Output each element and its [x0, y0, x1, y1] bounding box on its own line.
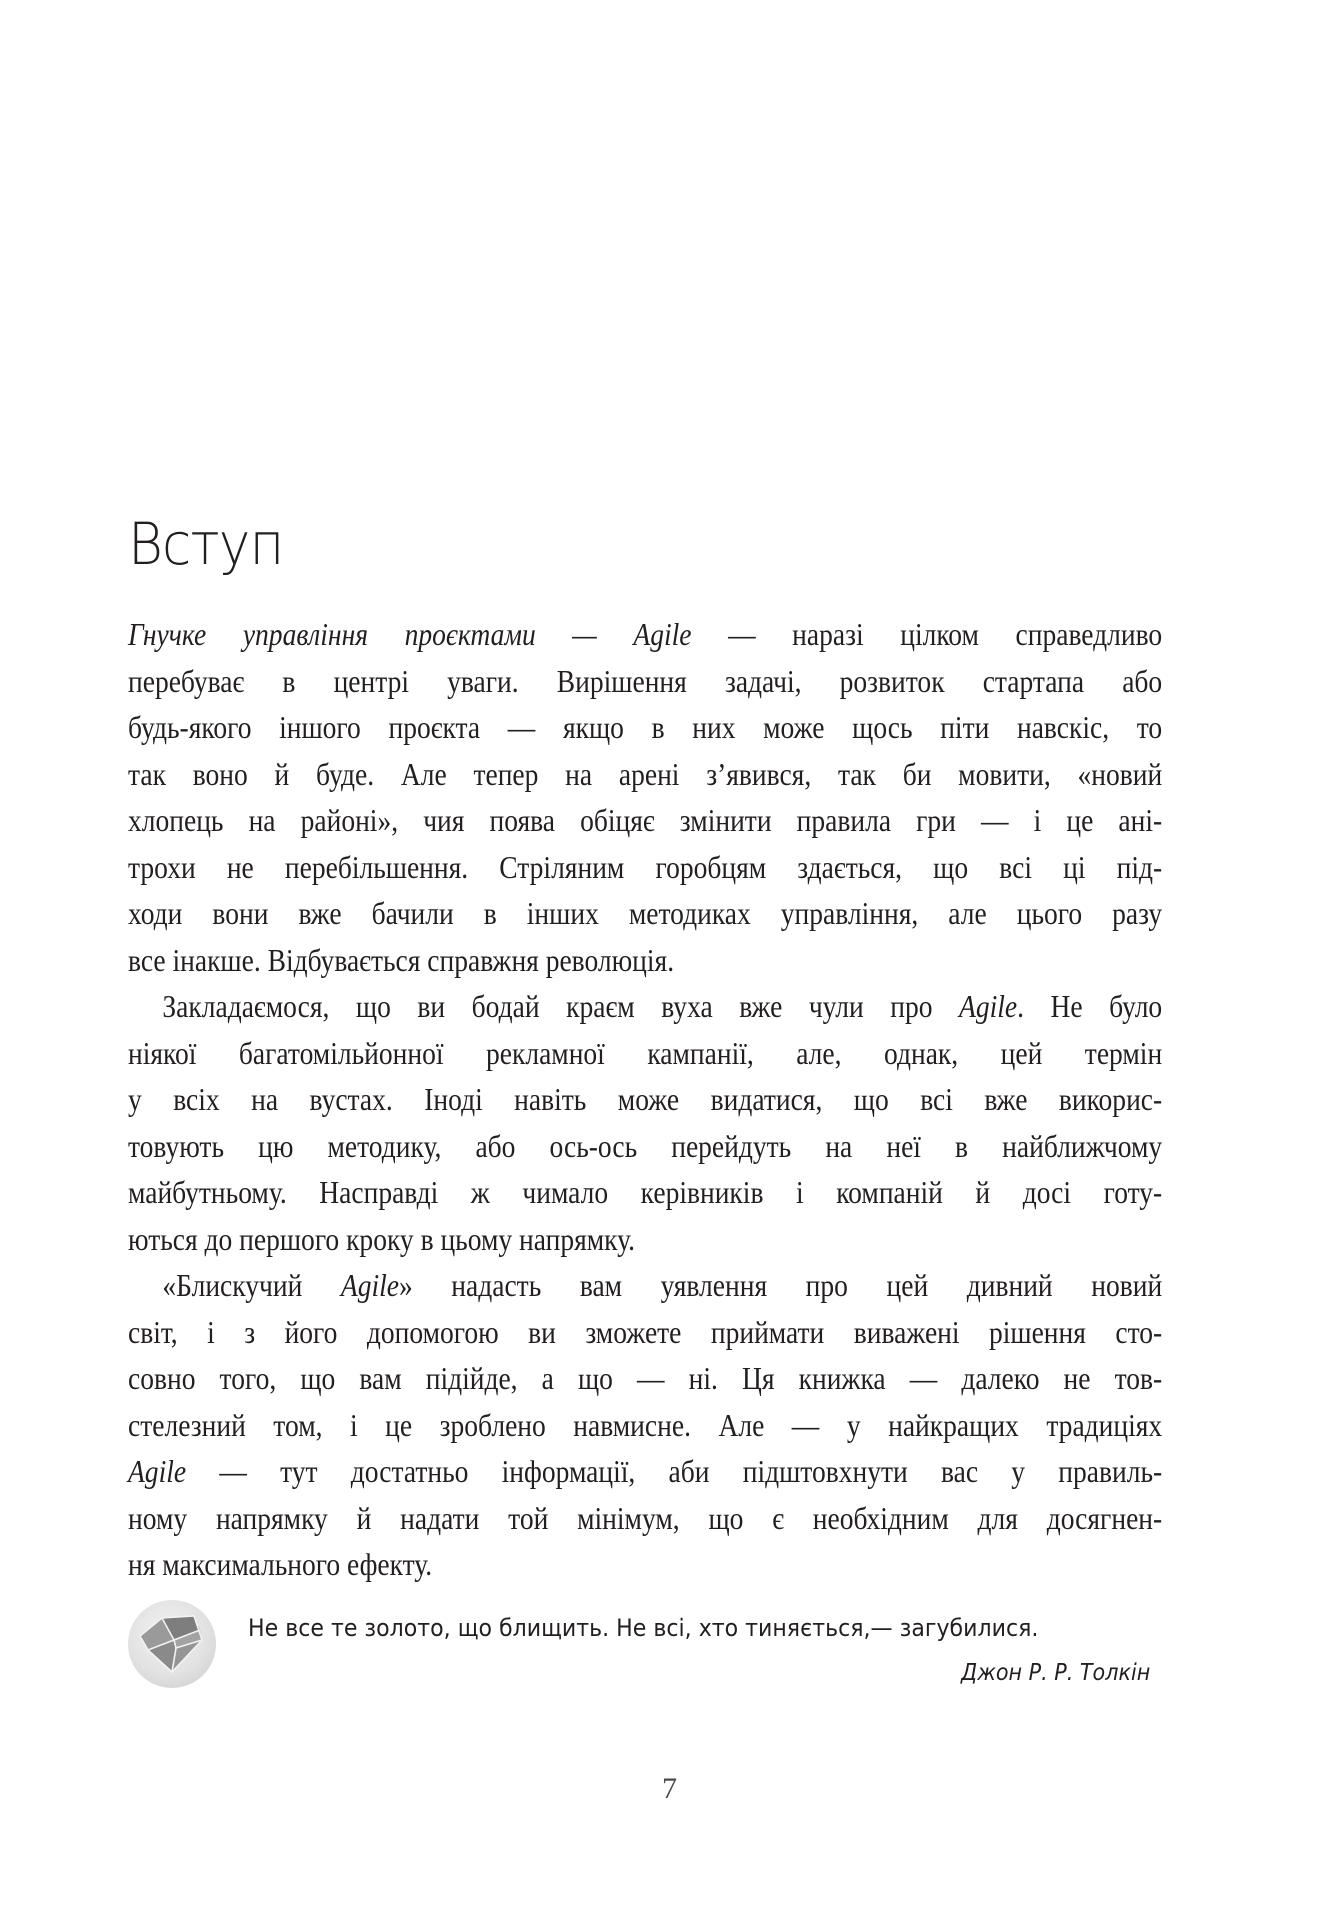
text-segment: «Блискучий	[162, 1267, 341, 1303]
quote-text: Не все те золото, що блищить. Не всі, хто тиняється,— загубилися.	[248, 1614, 1039, 1642]
text-segment: — тут достатньо інформації, аби підштовхнути вас у правиль-	[186, 1453, 1163, 1489]
paragraph	[128, 611, 1162, 983]
text-line	[128, 1030, 1162, 1077]
text-segment: ються до першого кроку в цьому напрямку.	[128, 1220, 636, 1257]
text-segment: — наразі цілком справедливо	[691, 616, 1163, 652]
text-segment: у всіх на вустах. Іноді навіть може видатися, що всі вже викорис-	[128, 1081, 1163, 1117]
text-line	[128, 1541, 1162, 1588]
text-segment: стелезний том, і це зроблено навмисне. Але — у найкращих традиціях	[128, 1406, 1163, 1443]
text-line	[128, 1123, 1162, 1170]
epigraph-quote	[128, 1600, 1162, 1710]
text-line	[128, 704, 1162, 751]
text-line	[128, 751, 1162, 798]
quote-author: Джон Р. Р. Толкін	[960, 1660, 1150, 1686]
text-line	[128, 1262, 1162, 1309]
text-segment: товують цю методику, або ось-ось перейдуть на неї в найближчому	[128, 1127, 1163, 1164]
text-line	[128, 1169, 1162, 1216]
diamond-glyph	[134, 1610, 210, 1678]
text-line	[128, 1448, 1162, 1495]
text-line	[128, 890, 1162, 937]
text-line	[128, 797, 1162, 844]
text-segment: будь-якого іншого проєкта — якщо в них може щось піти навскіс, то	[128, 709, 1163, 745]
italic-text: Agile	[128, 1453, 187, 1489]
text-segment: так воно й буде. Але тепер на арені з’явився, так би мовити, «новий	[128, 755, 1163, 792]
paragraph	[128, 1262, 1162, 1588]
text-segment: . Не було	[1017, 988, 1163, 1024]
text-segment: майбутньому. Насправді ж чимало керівників і компаній й досі готу-	[128, 1174, 1163, 1210]
text-segment: світ, і з його допомогою ви зможете приймати виважені рішення сто-	[128, 1313, 1163, 1350]
text-line	[128, 1402, 1162, 1449]
text-segment: ходи вони вже бачили в інших методиках управління, але цього разу	[128, 895, 1163, 931]
text-line	[128, 1355, 1162, 1402]
text-segment: перебуває в центрі уваги. Вирішення задачі, розвиток стартапа або	[128, 662, 1163, 699]
text-segment: все інакше. Відбувається справжня революція.	[128, 941, 675, 978]
chapter-body	[128, 611, 1162, 1588]
text-segment: ному напрямку й надати той мінімум, що є необхідним для досягнен-	[128, 1499, 1163, 1536]
text-line	[128, 1309, 1162, 1356]
italic-text: Гнучке управління проєктами — Agile	[128, 616, 692, 652]
text-line	[128, 1495, 1162, 1542]
text-segment: ніякої багатомільйонної рекламної кампанії, але, однак, цей термін	[128, 1034, 1163, 1071]
chapter-title: Вступ	[128, 510, 284, 578]
italic-text: Agile	[340, 1267, 399, 1303]
text-line	[128, 983, 1162, 1030]
text-segment: Закладаємося, що ви бодай краєм вуха вже чули про	[162, 988, 960, 1024]
text-line	[128, 844, 1162, 891]
text-line	[128, 937, 1162, 984]
diamond-icon	[128, 1600, 216, 1688]
text-segment: хлопець на районі», чия поява обіцяє змінити правила гри — і це ані-	[128, 802, 1163, 838]
text-segment: » надасть вам уявлення про цей дивний новий	[398, 1267, 1163, 1303]
text-line	[128, 1216, 1162, 1263]
text-segment: ня максимального ефекту.	[128, 1546, 433, 1582]
text-line	[128, 1076, 1162, 1123]
text-segment: совно того, що вам підійде, а що — ні. Ця книжка — далеко не тов-	[128, 1360, 1163, 1396]
text-line	[128, 611, 1162, 658]
text-line	[128, 658, 1162, 705]
italic-text: Agile	[959, 988, 1018, 1024]
page-number: 7	[662, 1772, 677, 1805]
text-segment: трохи не перебільшення. Стріляним горобцям здається, що всі ці під-	[128, 848, 1163, 885]
paragraph	[128, 983, 1162, 1262]
